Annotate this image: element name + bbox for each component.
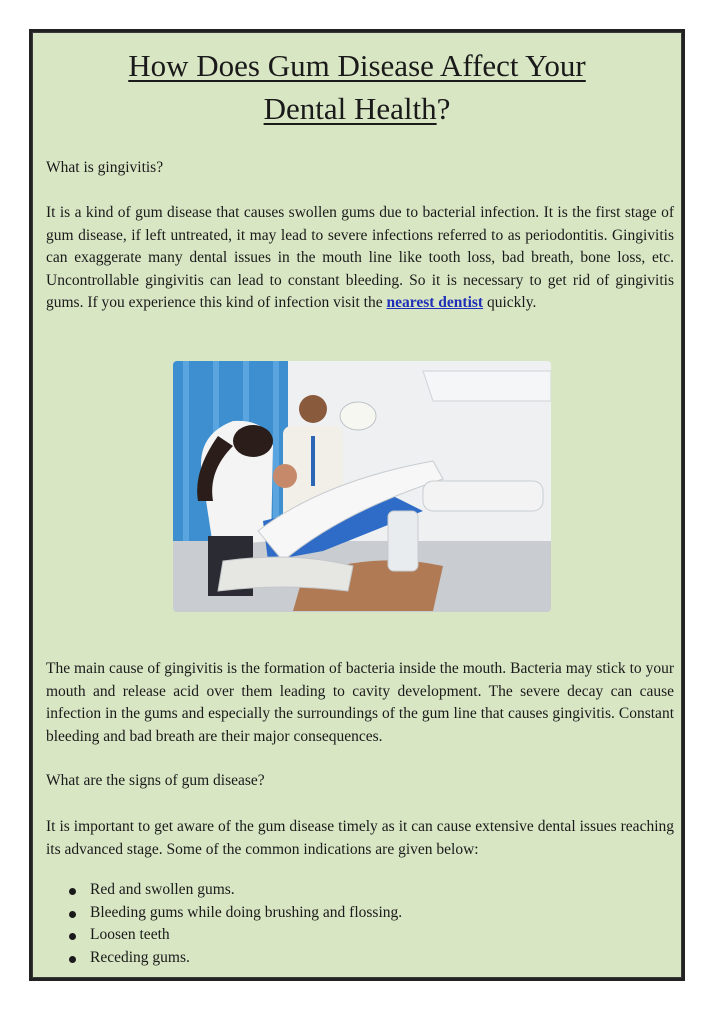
dental-clinic-photo (173, 361, 551, 612)
dental-clinic-illustration (173, 361, 551, 612)
list-item-label: Loosen teeth (90, 926, 170, 944)
list-item-label: Receding gums. (90, 948, 190, 966)
bullet-dot-icon (69, 956, 76, 963)
document-page (29, 29, 685, 981)
title-line-2: Dental Health (263, 91, 437, 126)
bullet-dot-icon (69, 933, 76, 940)
list-item (46, 879, 674, 902)
list-item-label: Red and swollen gums. (90, 881, 235, 898)
bullet-dot-icon (69, 911, 76, 918)
paragraph-gingivitis-definition (46, 202, 674, 315)
paragraph-gingivitis-cause: The main cause of gingivitis is the formation of bacteria inside the mouth. Bacteria may stick to your mouth and release acid over them leading to cavity development. The severe decay can cause infection in the gums and especially the surroundings of the gum line that causes gingivitis. Constant bleeding and bad breath are their major consequences. (46, 660, 674, 745)
heading-what-is-gingivitis: What is gingivitis? (46, 159, 164, 176)
signs-list (46, 879, 674, 969)
paragraph-gingivitis-tail: quickly. (486, 294, 537, 312)
page-title (32, 44, 682, 130)
nearest-dentist-link[interactable]: nearest dentist (386, 294, 484, 312)
list-item (46, 947, 674, 970)
paragraph-gingivitis-text: It is a kind of gum disease that causes swollen gums due to bacterial infection. It is the first stage of gum disease, if left untreated, it may lead to severe infections referred to as periodontitis. Gingivitis can exaggerate many dental issues in the mouth line like tooth loss, bad breath, bone loss, etc. Uncontrollable gingivitis can lead to constant bleeding. So it is necessary to get rid of gingivitis gums. If you experience this kind of infection visit the (46, 204, 674, 312)
bullet-dot-icon (69, 888, 76, 895)
heading-signs-of-gum-disease: What are the signs of gum disease? (46, 772, 265, 789)
list-item (46, 924, 674, 947)
title-line-1: How Does Gum Disease Affect Your (128, 48, 586, 83)
list-item-label: Bleeding gums while doing brushing and flossing. (90, 903, 403, 921)
paragraph-signs-intro: It is important to get aware of the gum disease timely as it can cause extensive dental issues reaching its advanced stage. Some of the common indications are given below: (46, 818, 674, 858)
list-item (46, 902, 674, 925)
title-question-mark: ? (436, 91, 451, 126)
